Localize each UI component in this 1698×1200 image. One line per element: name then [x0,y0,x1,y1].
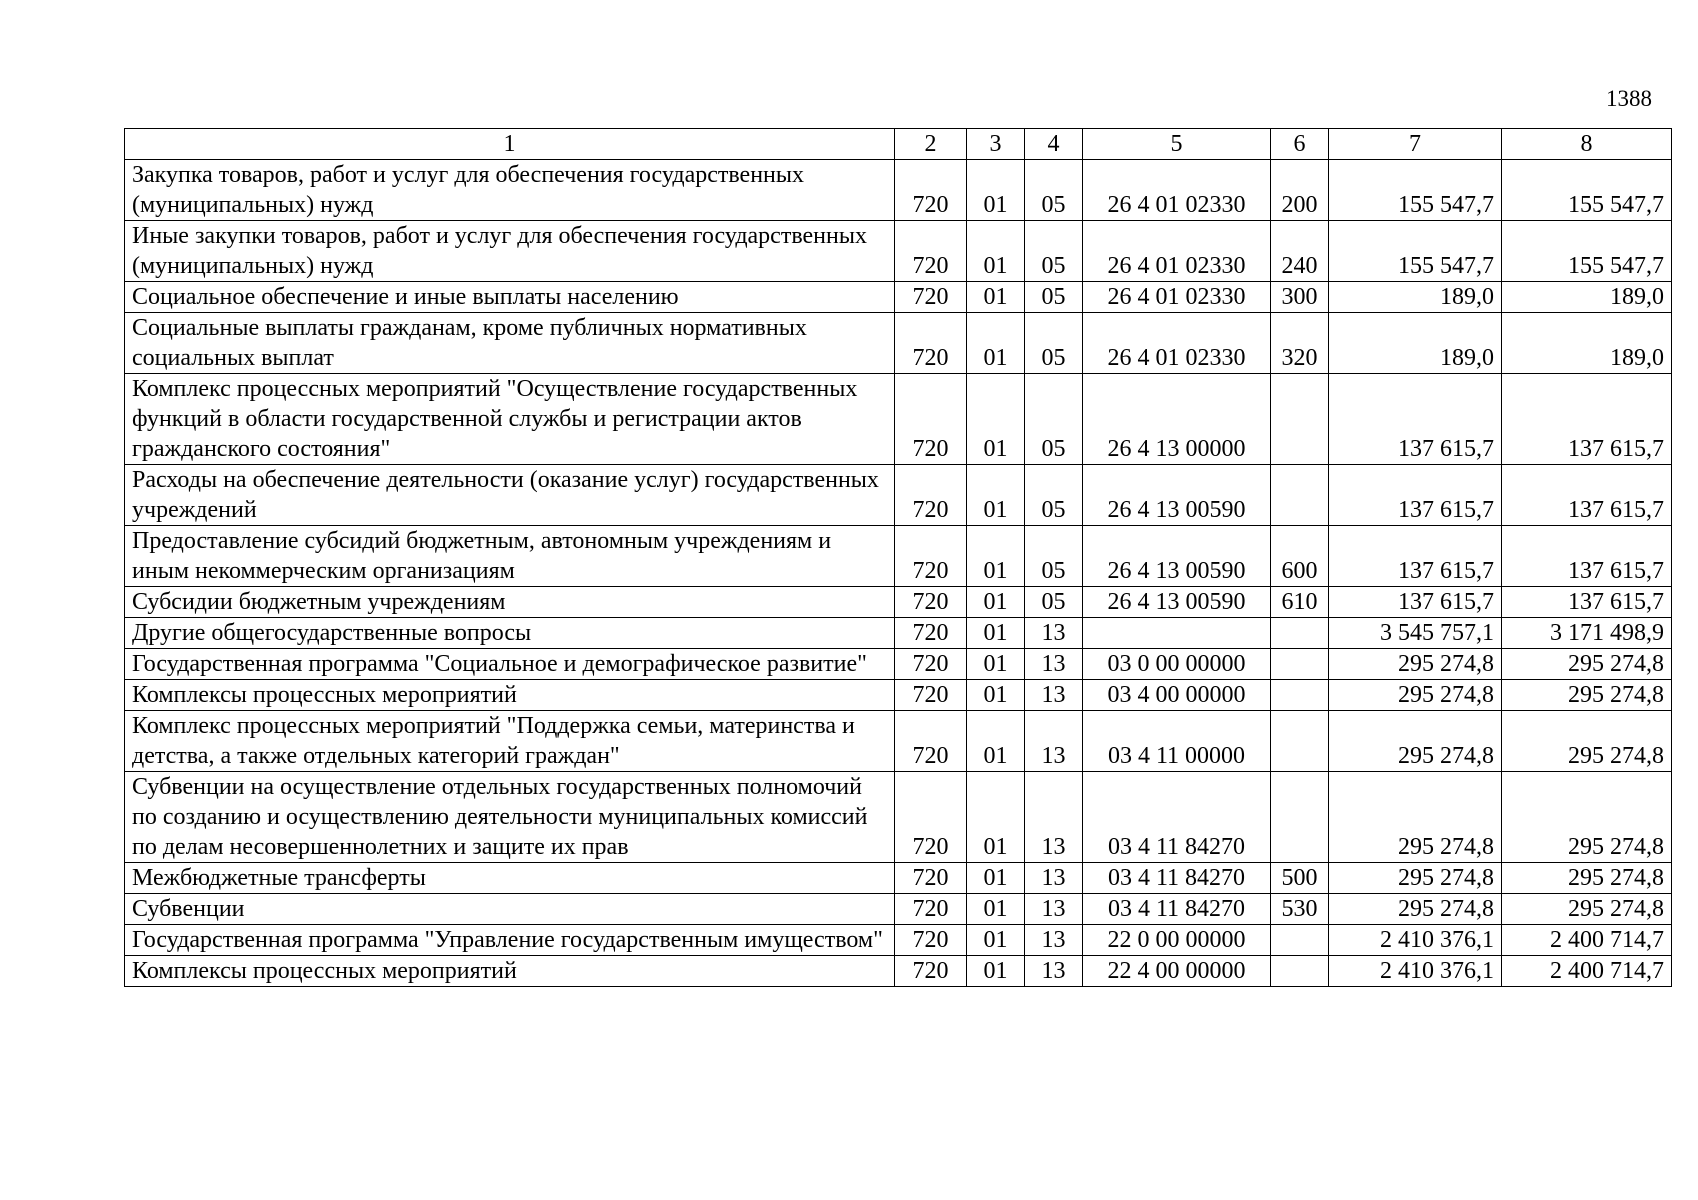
row-amount-col8-cell: 295 274,8 [1502,711,1672,772]
table-row [125,894,1672,925]
header-row [125,129,1672,160]
row-col4-cell: 05 [1025,221,1083,282]
row-amount-col8-cell: 137 615,7 [1502,587,1672,618]
row-col2-cell: 720 [895,526,967,587]
row-col2-cell: 720 [895,711,967,772]
row-code-cell: 26 4 01 02330 [1083,313,1271,374]
table-row [125,863,1672,894]
row-col4-cell: 13 [1025,925,1083,956]
row-col3-cell: 01 [967,313,1025,374]
row-name-cell: Иные закупки товаров, работ и услуг для обеспечения государственных (муниципальных) нужд [125,221,895,282]
row-col6-cell [1271,374,1329,465]
row-code-cell: 03 4 00 00000 [1083,680,1271,711]
row-amount-col7-cell: 155 547,7 [1329,160,1502,221]
row-name-cell: Государственная программа "Управление государственным имуществом" [125,925,895,956]
row-amount-col7-cell: 137 615,7 [1329,374,1502,465]
row-col4-cell: 05 [1025,160,1083,221]
table-row [125,221,1672,282]
row-col4-cell: 05 [1025,465,1083,526]
row-col6-cell [1271,711,1329,772]
row-amount-col7-cell: 2 410 376,1 [1329,956,1502,987]
row-col6-cell: 500 [1271,863,1329,894]
row-code-cell: 03 4 11 84270 [1083,772,1271,863]
row-col6-cell [1271,649,1329,680]
row-code-cell: 03 4 11 00000 [1083,711,1271,772]
row-code-cell: 22 4 00 00000 [1083,956,1271,987]
row-amount-col7-cell: 137 615,7 [1329,526,1502,587]
row-col4-cell: 05 [1025,282,1083,313]
row-code-cell [1083,618,1271,649]
row-amount-col7-cell: 3 545 757,1 [1329,618,1502,649]
row-amount-col7-cell: 295 274,8 [1329,680,1502,711]
row-code-cell: 26 4 01 02330 [1083,160,1271,221]
row-amount-col7-cell: 189,0 [1329,313,1502,374]
row-amount-col8-cell: 2 400 714,7 [1502,925,1672,956]
row-col3-cell: 01 [967,680,1025,711]
row-col2-cell: 720 [895,894,967,925]
row-code-cell: 26 4 13 00590 [1083,587,1271,618]
row-col6-cell [1271,618,1329,649]
row-col4-cell: 13 [1025,680,1083,711]
row-col4-cell: 13 [1025,863,1083,894]
table-row [125,618,1672,649]
table-row [125,374,1672,465]
row-code-cell: 03 4 11 84270 [1083,863,1271,894]
row-amount-col7-cell: 295 274,8 [1329,894,1502,925]
row-col4-cell: 13 [1025,711,1083,772]
row-col2-cell: 720 [895,863,967,894]
row-name-cell: Социальные выплаты гражданам, кроме публичных нормативных социальных выплат [125,313,895,374]
column-header: 2 [895,129,967,160]
row-amount-col8-cell: 295 274,8 [1502,680,1672,711]
row-col6-cell: 200 [1271,160,1329,221]
row-amount-col8-cell: 155 547,7 [1502,160,1672,221]
row-amount-col8-cell: 189,0 [1502,282,1672,313]
column-header: 8 [1502,129,1672,160]
row-col4-cell: 05 [1025,587,1083,618]
row-col4-cell: 13 [1025,649,1083,680]
column-header: 7 [1329,129,1502,160]
row-col3-cell: 01 [967,925,1025,956]
row-col2-cell: 720 [895,465,967,526]
row-col4-cell: 05 [1025,526,1083,587]
row-col3-cell: 01 [967,465,1025,526]
row-amount-col8-cell: 189,0 [1502,313,1672,374]
row-name-cell: Комплекс процессных мероприятий "Осуществление государственных функций в области государственной службы и регистрации актов гражданского состояния" [125,374,895,465]
row-amount-col7-cell: 295 274,8 [1329,649,1502,680]
table-row [125,587,1672,618]
row-col6-cell: 240 [1271,221,1329,282]
row-amount-col7-cell: 189,0 [1329,282,1502,313]
row-col6-cell [1271,772,1329,863]
row-amount-col8-cell: 295 274,8 [1502,863,1672,894]
table-row [125,160,1672,221]
row-amount-col7-cell: 295 274,8 [1329,863,1502,894]
row-amount-col8-cell: 155 547,7 [1502,221,1672,282]
row-code-cell: 03 4 11 84270 [1083,894,1271,925]
row-amount-col8-cell: 295 274,8 [1502,894,1672,925]
row-name-cell: Государственная программа "Социальное и демографическое развитие" [125,649,895,680]
row-col6-cell: 600 [1271,526,1329,587]
row-amount-col7-cell: 295 274,8 [1329,711,1502,772]
row-col3-cell: 01 [967,863,1025,894]
page-number: 1388 [1606,86,1652,111]
row-amount-col7-cell: 137 615,7 [1329,465,1502,526]
row-col4-cell: 05 [1025,313,1083,374]
row-amount-col8-cell: 137 615,7 [1502,526,1672,587]
table-row [125,526,1672,587]
row-name-cell: Предоставление субсидий бюджетным, автономным учреждениям и иным некоммерческим организациям [125,526,895,587]
row-code-cell: 26 4 13 00000 [1083,374,1271,465]
row-col2-cell: 720 [895,587,967,618]
row-col2-cell: 720 [895,282,967,313]
row-col6-cell [1271,465,1329,526]
row-col3-cell: 01 [967,587,1025,618]
row-amount-col7-cell: 137 615,7 [1329,587,1502,618]
row-name-cell: Расходы на обеспечение деятельности (оказание услуг) государственных учреждений [125,465,895,526]
row-col2-cell: 720 [895,680,967,711]
row-name-cell: Субвенции [125,894,895,925]
row-col4-cell: 13 [1025,894,1083,925]
table-row [125,711,1672,772]
column-header: 3 [967,129,1025,160]
row-name-cell: Субвенции на осуществление отдельных государственных полномочий по созданию и осуществлению деятельности муниципальных комиссий по делам несовершеннолетних и защите их прав [125,772,895,863]
row-name-cell: Комплекс процессных мероприятий "Поддержка семьи, материнства и детства, а также отдельных категорий граждан" [125,711,895,772]
row-amount-col7-cell: 155 547,7 [1329,221,1502,282]
table-row [125,956,1672,987]
row-col6-cell: 610 [1271,587,1329,618]
row-amount-col8-cell: 295 274,8 [1502,649,1672,680]
row-name-cell: Межбюджетные трансферты [125,863,895,894]
table-row [125,772,1672,863]
row-col3-cell: 01 [967,526,1025,587]
row-col3-cell: 01 [967,221,1025,282]
table-row [125,680,1672,711]
row-col3-cell: 01 [967,711,1025,772]
row-code-cell: 26 4 01 02330 [1083,282,1271,313]
row-code-cell: 03 0 00 00000 [1083,649,1271,680]
row-col3-cell: 01 [967,649,1025,680]
row-col6-cell: 320 [1271,313,1329,374]
row-col6-cell: 300 [1271,282,1329,313]
row-col2-cell: 720 [895,649,967,680]
row-code-cell: 26 4 01 02330 [1083,221,1271,282]
row-col6-cell: 530 [1271,894,1329,925]
row-col3-cell: 01 [967,282,1025,313]
row-amount-col7-cell: 295 274,8 [1329,772,1502,863]
row-col2-cell: 720 [895,772,967,863]
table-row [125,282,1672,313]
table-body [125,160,1672,987]
row-col6-cell [1271,956,1329,987]
column-header: 5 [1083,129,1271,160]
row-col3-cell: 01 [967,772,1025,863]
budget-table [124,128,1672,987]
row-col3-cell: 01 [967,956,1025,987]
row-col2-cell: 720 [895,618,967,649]
row-name-cell: Другие общегосударственные вопросы [125,618,895,649]
row-col6-cell [1271,925,1329,956]
row-code-cell: 22 0 00 00000 [1083,925,1271,956]
row-col6-cell [1271,680,1329,711]
row-amount-col8-cell: 2 400 714,7 [1502,956,1672,987]
row-amount-col8-cell: 137 615,7 [1502,465,1672,526]
column-header: 1 [125,129,895,160]
row-col2-cell: 720 [895,221,967,282]
row-col4-cell: 13 [1025,956,1083,987]
row-col3-cell: 01 [967,894,1025,925]
row-col3-cell: 01 [967,374,1025,465]
row-amount-col8-cell: 137 615,7 [1502,374,1672,465]
row-col4-cell: 13 [1025,772,1083,863]
row-amount-col8-cell: 3 171 498,9 [1502,618,1672,649]
table-row [125,313,1672,374]
row-col3-cell: 01 [967,618,1025,649]
row-name-cell: Закупка товаров, работ и услуг для обеспечения государственных (муниципальных) нужд [125,160,895,221]
column-header: 4 [1025,129,1083,160]
row-name-cell: Социальное обеспечение и иные выплаты населению [125,282,895,313]
table-row [125,925,1672,956]
row-col4-cell: 05 [1025,374,1083,465]
row-col4-cell: 13 [1025,618,1083,649]
column-header: 6 [1271,129,1329,160]
row-name-cell: Комплексы процессных мероприятий [125,956,895,987]
row-col2-cell: 720 [895,925,967,956]
row-code-cell: 26 4 13 00590 [1083,526,1271,587]
row-col2-cell: 720 [895,160,967,221]
row-col2-cell: 720 [895,374,967,465]
row-amount-col8-cell: 295 274,8 [1502,772,1672,863]
row-name-cell: Комплексы процессных мероприятий [125,680,895,711]
table-row [125,649,1672,680]
row-col2-cell: 720 [895,313,967,374]
row-name-cell: Субсидии бюджетным учреждениям [125,587,895,618]
row-col3-cell: 01 [967,160,1025,221]
row-code-cell: 26 4 13 00590 [1083,465,1271,526]
row-amount-col7-cell: 2 410 376,1 [1329,925,1502,956]
table-row [125,465,1672,526]
row-col2-cell: 720 [895,956,967,987]
